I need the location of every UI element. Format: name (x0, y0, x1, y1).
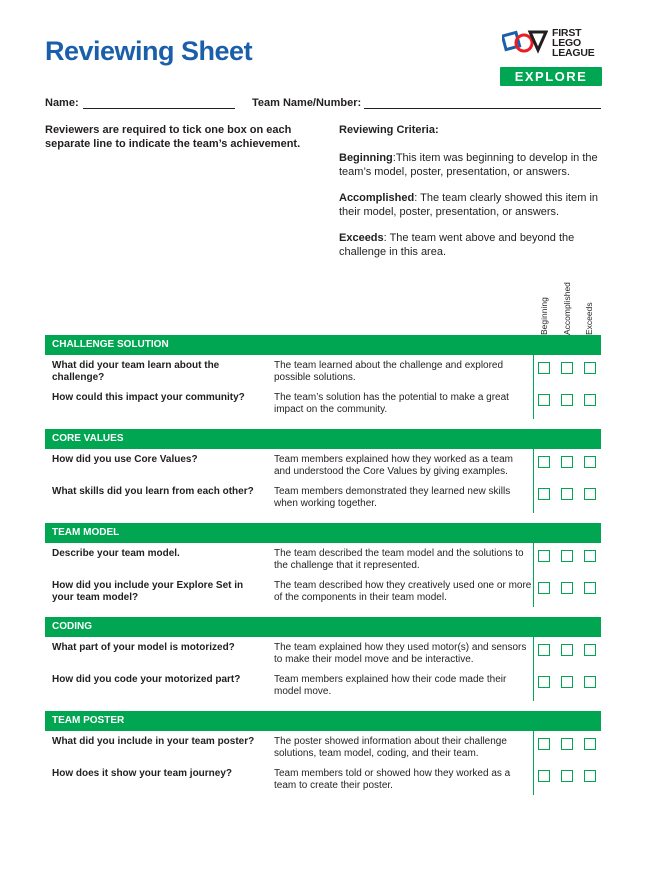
answer: The team described the team model and the solutions to the challenge that it represented. (274, 548, 524, 571)
answer: The poster showed information about their challenge solutions, team model, coding, and their team. (274, 736, 507, 759)
criteria-term: Beginning (339, 152, 393, 164)
answer: Team members explained how they worked as a team and understood the Core Values by giving examples. (274, 454, 514, 477)
reviewing-criteria (339, 123, 604, 271)
checkbox-exceeds[interactable] (584, 456, 596, 468)
question: How did you use Core Values? (52, 454, 198, 465)
criteria-term: Accomplished (339, 192, 415, 204)
divider (533, 449, 534, 513)
team-field[interactable] (364, 108, 601, 109)
checkbox-beginning[interactable] (538, 488, 550, 500)
logo-explore-bar: EXPLORE (500, 67, 602, 86)
checkbox-accomplished[interactable] (561, 676, 573, 688)
checkbox-beginning[interactable] (538, 362, 550, 374)
checkbox-beginning[interactable] (538, 550, 550, 562)
question: Describe your team model. (52, 548, 180, 559)
checkbox-accomplished[interactable] (561, 394, 573, 406)
checkbox-beginning[interactable] (538, 644, 550, 656)
question: What part of your model is motorized? (52, 642, 235, 653)
checkbox-exceeds[interactable] (584, 770, 596, 782)
first-lego-league-explore-logo (500, 28, 602, 86)
criteria-heading: Reviewing Criteria: (339, 124, 439, 136)
checkbox-accomplished[interactable] (561, 488, 573, 500)
criteria-text: : The team went above and beyond the challenge in this area. (339, 232, 575, 258)
criteria-beginning (339, 151, 604, 179)
checkbox-beginning[interactable] (538, 394, 550, 406)
criteria-text: :This item was beginning to develop in the team’s model, poster, presentation, or answers. (339, 152, 598, 178)
checkbox-beginning[interactable] (538, 738, 550, 750)
answer: Team members told or showed how they worked as a team to create their poster. (274, 768, 511, 791)
checkbox-accomplished[interactable] (561, 362, 573, 374)
checkbox-accomplished[interactable] (561, 550, 573, 562)
answer: The team explained how they used motor(s) and sensors to make their model move and be interactive. (274, 642, 527, 665)
checkbox-accomplished[interactable] (561, 644, 573, 656)
checkbox-beginning[interactable] (538, 582, 550, 594)
checkbox-beginning[interactable] (538, 456, 550, 468)
checkbox-exceeds[interactable] (584, 582, 596, 594)
checkbox-exceeds[interactable] (584, 550, 596, 562)
question: How did you code your motorized part? (52, 674, 241, 685)
answer: The team described how they creatively used one or more of the components in their team model. (274, 580, 532, 603)
logo-line1: FIRST (552, 27, 582, 39)
divider (533, 731, 534, 795)
checkbox-exceeds[interactable] (584, 644, 596, 656)
checkbox-exceeds[interactable] (584, 676, 596, 688)
checkbox-exceeds[interactable] (584, 362, 596, 374)
answer: Team members explained how their code made their model move. (274, 674, 507, 697)
name-label: Name: (45, 97, 79, 109)
checkbox-accomplished[interactable] (561, 582, 573, 594)
section-core-values: CORE VALUES (45, 429, 601, 449)
divider (533, 637, 534, 701)
criteria-term: Exceeds (339, 232, 384, 244)
checkbox-exceeds[interactable] (584, 738, 596, 750)
checkbox-beginning[interactable] (538, 676, 550, 688)
section-team-poster: TEAM POSTER (45, 711, 601, 731)
question: What skills did you learn from each other? (52, 486, 254, 497)
logo-line2: LEGO (552, 37, 581, 49)
instructions: Reviewers are required to tick one box on each separate line to indicate the team’s achievement. (45, 124, 301, 150)
page-title: Reviewing Sheet (45, 36, 253, 66)
checkbox-accomplished[interactable] (561, 738, 573, 750)
logo-shapes-icon (502, 28, 548, 58)
column-accomplished: Accomplished (562, 282, 572, 335)
checkbox-accomplished[interactable] (561, 456, 573, 468)
divider (533, 355, 534, 419)
question: What did your team learn about the challenge? (52, 360, 220, 383)
team-label: Team Name/Number: (252, 97, 362, 109)
section-challenge-solution: CHALLENGE SOLUTION (45, 335, 601, 355)
column-exceeds: Exceeds (584, 302, 594, 335)
criteria-accomplished (339, 191, 604, 219)
answer: The team learned about the challenge and explored possible solutions. (274, 360, 504, 383)
section-team-model: TEAM MODEL (45, 523, 601, 543)
name-field[interactable] (83, 108, 235, 109)
logo-line3: LEAGUE (552, 47, 595, 59)
checkbox-beginning[interactable] (538, 770, 550, 782)
answer: Team members demonstrated they learned new skills when working together. (274, 486, 511, 509)
answer: The team’s solution has the potential to make a great impact on the community. (274, 392, 509, 415)
question: How does it show your team journey? (52, 768, 233, 779)
section-coding: CODING (45, 617, 601, 637)
question: What did you include in your team poster? (52, 736, 255, 747)
question: How could this impact your community? (52, 392, 245, 403)
checkbox-exceeds[interactable] (584, 394, 596, 406)
divider (533, 543, 534, 607)
question: How did you include your Explore Set in your team model? (52, 580, 244, 603)
checkbox-exceeds[interactable] (584, 488, 596, 500)
criteria-exceeds (339, 231, 604, 259)
checkbox-accomplished[interactable] (561, 770, 573, 782)
logo-wordmark (552, 28, 595, 58)
column-beginning: Beginning (539, 297, 549, 335)
criteria-text: : The team clearly showed this item in their model, poster, presentation, or answers. (339, 192, 599, 218)
